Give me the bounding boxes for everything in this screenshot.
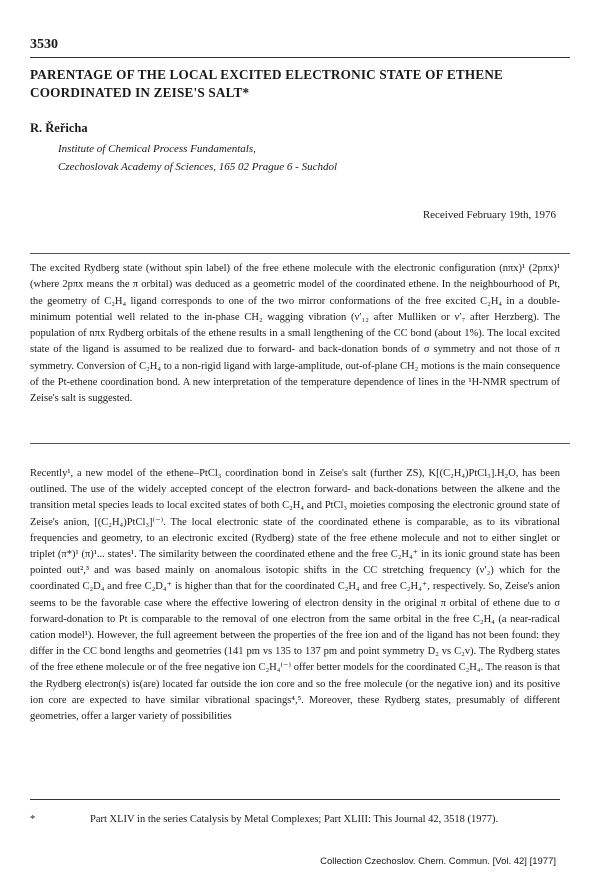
- abstract-text: The excited Rydberg state (without spin label) of the free ethene molecule with the electronic configuration (nπx)¹ (2pπx)¹ (where 2pπx means the π orbital) was deduced as a geometric model of the coordinated ethene. In the neighbourhood of Pt, the geometry of C₂H₄ ligand corresponds to one of the two mirror conformations of the free excited C₂H₄ in a double-minimum potential well related to the in-phase CH₂ wagging vibration (ν′₁₂ after Mulliken or ν′₇ after Herzberg). The population of nπx Rydberg orbitals of the ethene results in a small lengthening of the CC bond (about 1%). The local excited state of the ligand is assumed to be realized due to forward- and back-donation bonds of σ symmetry and not those of π symmetry. Conversion of C₂H₄ to a non-rigid ligand with large-amplitude, out-of-plane CH₂ motions is the main consequence of the Pt-ethene coordination bond. A new interpretation of the temperature dependence of lines in the ¹H-NMR spectrum of Zeise's salt is suggested.: [30, 263, 560, 405]
- page-number: 3530: [30, 37, 58, 52]
- author-name: R. Řeřicha: [30, 121, 88, 135]
- abstract-top-rule: [30, 253, 570, 254]
- journal-footer: Collection Czechoslov. Chem. Commun. [Vol. 42] [1977]: [320, 856, 556, 867]
- footnote-rule: [30, 799, 560, 800]
- article-title: PARENTAGE OF THE LOCAL EXCITED ELECTRONIC STATE OF ETHENE COORDINATED IN ZEISE'S SALT*: [30, 67, 504, 100]
- body-paragraph: Recently¹, a new model of the ethene–PtCl₃ coordination bond in Zeise's salt (further ZS), K[(C₂H₄)PtCl₃].H₂O, has been outlined. The use of the widely accepted concept of the electron forward- and back-donations between the alkene and the transition metal species leads to local excited states of both C₂H₄ and PtCl₃ moieties composing the electronic ground state of Zeise's anion, [(C₂H₄)PtCl₃]⁽⁻⁾. The local electronic state of the coordinated ethene is comparable, as to its vibrational frequencies and geometry, to an electronic excited (Rydberg) state of the free ethene molecule and not to either singlet or triplet (π*)¹ (π)¹... states¹. The similarity between the coordinated ethene and the free C₂H₄⁺ in its ionic ground state has been pointed out²,³ and was based mainly on anomalous isotopic shifts in the CC stretching frequency (ν′₂) which for the coordinated C₂D₄ and free C₂D₄⁺ is higher than that for the coordinated C₂H₄ and free C₂H₄⁺, respectively. So, Zeise's anion seems to be the favorable case where the effective lowering of electron density in the original π orbital of ethene due to σ forward-donation to Pt is comparable to the removal of one electron from the same orbital in the free C₂H₄ (a near-radical cation model¹). However, the full agreement between the properties of the free ion and of the ligand has not been found: they differ in the CC bond lengths and geometries (141 pm vs 135 to 137 pm and point symmetry D₂ vs C₂v). The Rydberg states of the free ethene molecule or of the free negative ion C₂H₄⁽⁻⁾ offer better models for the coordinated C₂H₄. The reason is that the Rydberg electron(s) is(are) located far outside the ion core and so the free molecule (or the negative ion) and its positive ion core are expected to have similar vibrational spacings⁴,⁵. Moreover, these Rydberg states, presumably of different geometries, offer a larger variety of possibilities: [30, 468, 560, 723]
- footnote-mark: *: [30, 814, 36, 825]
- affiliation-line-1: Institute of Chemical Process Fundamentals,: [58, 143, 256, 155]
- footnote-text: Part XLIV in the series Catalysis by Metal Complexes; Part XLIII: This Journal 42, 3518 (1977).: [90, 814, 499, 825]
- article-body: [30, 466, 560, 725]
- abstract: [30, 261, 560, 408]
- affiliation-line-2: Czechoslovak Academy of Sciences, 165 02 Prague 6 - Suchdol: [58, 161, 338, 173]
- abstract-bottom-rule: [30, 443, 570, 444]
- author-affiliation: [58, 140, 337, 176]
- received-date: Received February 19th, 1976: [422, 209, 556, 221]
- header-rule: [30, 57, 570, 58]
- footnote: [30, 812, 560, 827]
